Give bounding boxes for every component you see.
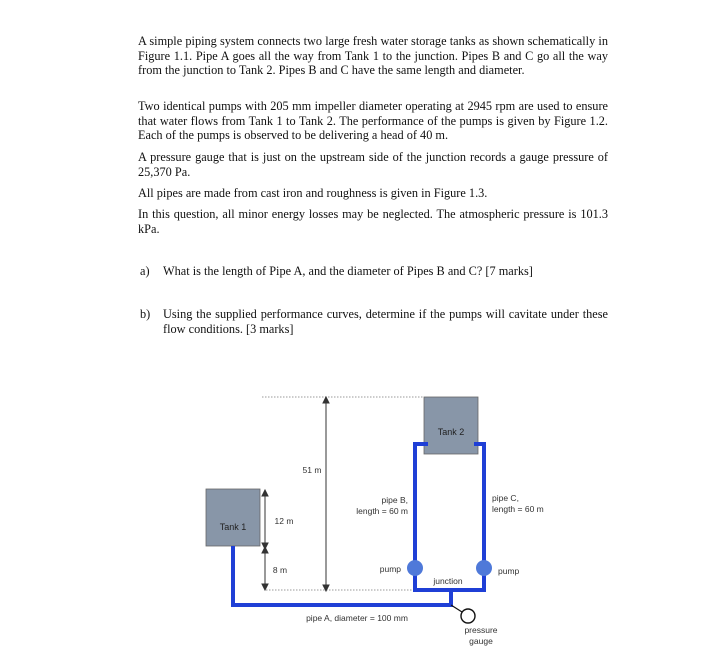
- pressure-gauge: [461, 609, 475, 623]
- gauge-connector: [451, 605, 462, 612]
- dimension-12m: [262, 490, 268, 549]
- pipe-a: [233, 546, 451, 605]
- question-a-label: a): [140, 264, 150, 278]
- question-b-label: b): [140, 307, 151, 321]
- question-b-text: Using the supplied performance curves, determine if the pumps will cavitate under these flow conditions. [3 marks]: [163, 307, 608, 336]
- paragraph-1-text: A simple piping system connects two large fresh water storage tanks as shown schematically in Figure 1.1. Pipe A goes all the way from Tank 1 to the junction. Pipes B and C go all the way from the junction to Tank 2. Pipes B and C have the same length and diameter.: [138, 34, 608, 78]
- gauge-label-line1: pressure: [464, 625, 498, 635]
- label-12m: 12 m: [274, 516, 294, 526]
- pipe-c-label-line2: length = 60 m: [492, 504, 544, 514]
- pipe-b-label-line1: pipe B,: [381, 495, 408, 505]
- tank-2-label: Tank 2: [437, 427, 465, 437]
- paragraph-5-text: In this question, all minor energy losses may be neglected. The atmospheric pressure is 101.3 kPa.: [138, 207, 608, 236]
- tank-1: [206, 489, 260, 546]
- pipe-b-label-line2: length = 60 m: [356, 506, 408, 516]
- pipe-c-label-line1: pipe C,: [492, 493, 519, 503]
- dimension-51m: [323, 397, 329, 591]
- junction-label: junction: [433, 576, 463, 586]
- dimension-8m: [262, 547, 268, 590]
- pump-right-label: pump: [498, 566, 520, 576]
- tank-2: [424, 397, 478, 454]
- paragraph-3-text: A pressure gauge that is just on the upstream side of the junction records a gauge pressure of 25,370 Pa.: [138, 150, 608, 179]
- gauge-label-line2: gauge: [469, 636, 493, 646]
- pump-left: [407, 560, 423, 576]
- pump-left-label: pump: [379, 564, 401, 574]
- paragraph-2-text: Two identical pumps with 205 mm impeller diameter operating at 2945 rpm are used to ensure that water flows from Tank 1 to Tank 2. The performance of the pumps is given by Figure 1.2. Each of the pumps is observed to be delivering a head of 40 m.: [138, 99, 608, 143]
- pipe-a-label: pipe A, diameter = 100 mm: [306, 613, 408, 623]
- tank-1-label: Tank 1: [219, 522, 247, 532]
- pump-right: [476, 560, 492, 576]
- question-a-text: What is the length of Pipe A, and the diameter of Pipes B and C? [7 marks]: [163, 264, 533, 278]
- label-51m: 51 m: [302, 465, 322, 475]
- paragraph-4-text: All pipes are made from cast iron and roughness is given in Figure 1.3.: [138, 186, 488, 200]
- label-8m: 8 m: [272, 565, 288, 575]
